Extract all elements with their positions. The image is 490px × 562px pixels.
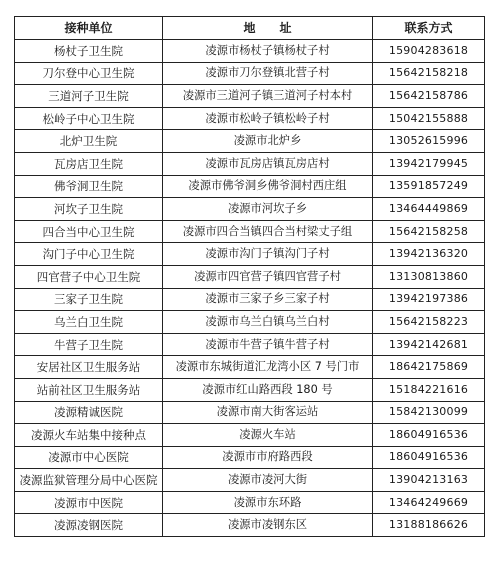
header-unit: 接种单位	[15, 17, 163, 40]
cell-address: 凌源市沟门子镇沟门子村	[163, 243, 373, 266]
table-row	[15, 469, 485, 492]
table-row	[15, 424, 485, 447]
table-row	[15, 220, 485, 243]
vaccination-sites-sheet	[14, 16, 484, 537]
cell-address: 凌源市三道河子镇三道河子村本村	[163, 85, 373, 108]
cell-unit: 沟门子中心卫生院	[15, 243, 163, 266]
cell-unit: 三道河子卫生院	[15, 85, 163, 108]
cell-unit: 四合当中心卫生院	[15, 220, 163, 243]
cell-address: 凌源市杨杖子镇杨杖子村	[163, 40, 373, 63]
table-row	[15, 401, 485, 424]
table-row	[15, 514, 485, 537]
cell-address: 凌源市南大街客运站	[163, 401, 373, 424]
cell-address: 凌源市东城街道汇龙湾小区 7 号门市	[163, 356, 373, 379]
cell-address: 凌源市瓦房店镇瓦房店村	[163, 152, 373, 175]
header-contact: 联系方式	[373, 17, 485, 40]
cell-unit: 四官营子中心卫生院	[15, 265, 163, 288]
table-row	[15, 356, 485, 379]
cell-phone: 15184221616	[373, 378, 485, 401]
cell-address: 凌源市东环路	[163, 491, 373, 514]
cell-phone: 13130813860	[373, 265, 485, 288]
header-address: 地 址	[163, 17, 373, 40]
cell-unit: 凌源火车站集中接种点	[15, 424, 163, 447]
table-row	[15, 40, 485, 63]
table-row	[15, 446, 485, 469]
table-row	[15, 333, 485, 356]
cell-phone: 15042155888	[373, 107, 485, 130]
table-row	[15, 85, 485, 108]
table-row	[15, 265, 485, 288]
cell-address: 凌源市刀尔登镇北营子村	[163, 62, 373, 85]
cell-unit: 佛爷洞卫生院	[15, 175, 163, 198]
cell-unit: 杨杖子卫生院	[15, 40, 163, 63]
cell-unit: 河坎子卫生院	[15, 198, 163, 221]
cell-unit: 站前社区卫生服务站	[15, 378, 163, 401]
table-row	[15, 175, 485, 198]
cell-phone: 18642175869	[373, 356, 485, 379]
cell-phone: 13942136320	[373, 243, 485, 266]
cell-unit: 松岭子中心卫生院	[15, 107, 163, 130]
cell-address: 凌源市四合当镇四合当村梁丈子组	[163, 220, 373, 243]
cell-unit: 北炉卫生院	[15, 130, 163, 153]
cell-phone: 15642158223	[373, 311, 485, 334]
cell-phone: 15842130099	[373, 401, 485, 424]
table-row	[15, 491, 485, 514]
cell-address: 凌源市红山路西段 180 号	[163, 378, 373, 401]
cell-phone: 15904283618	[373, 40, 485, 63]
vaccination-sites-table	[14, 16, 485, 537]
cell-phone: 13942179945	[373, 152, 485, 175]
cell-unit: 牛营子卫生院	[15, 333, 163, 356]
table-row	[15, 198, 485, 221]
cell-phone: 13464249669	[373, 491, 485, 514]
cell-address: 凌源市牛营子镇牛营子村	[163, 333, 373, 356]
cell-unit: 刀尔登中心卫生院	[15, 62, 163, 85]
cell-address: 凌源市凌钢东区	[163, 514, 373, 537]
cell-address: 凌源市市府路西段	[163, 446, 373, 469]
table-row	[15, 152, 485, 175]
cell-unit: 瓦房店卫生院	[15, 152, 163, 175]
table-header-row	[15, 17, 485, 40]
cell-unit: 凌源凌钢医院	[15, 514, 163, 537]
cell-phone: 13942197386	[373, 288, 485, 311]
cell-phone: 18604916536	[373, 424, 485, 447]
cell-phone: 18604916536	[373, 446, 485, 469]
cell-unit: 凌源市中心医院	[15, 446, 163, 469]
cell-phone: 13188186626	[373, 514, 485, 537]
cell-unit: 凌源市中医院	[15, 491, 163, 514]
table-row	[15, 288, 485, 311]
cell-phone: 13942142681	[373, 333, 485, 356]
table-row	[15, 243, 485, 266]
cell-phone: 13464449869	[373, 198, 485, 221]
cell-address: 凌源市河坎子乡	[163, 198, 373, 221]
table-row	[15, 378, 485, 401]
cell-address: 凌源市凌河大街	[163, 469, 373, 492]
table-row	[15, 62, 485, 85]
cell-address: 凌源市乌兰白镇乌兰白村	[163, 311, 373, 334]
cell-phone: 15642158218	[373, 62, 485, 85]
cell-address: 凌源火车站	[163, 424, 373, 447]
cell-address: 凌源市佛爷洞乡佛爷洞村西庄组	[163, 175, 373, 198]
cell-address: 凌源市松岭子镇松岭子村	[163, 107, 373, 130]
cell-phone: 13052615996	[373, 130, 485, 153]
cell-unit: 安居社区卫生服务站	[15, 356, 163, 379]
cell-phone: 15642158786	[373, 85, 485, 108]
cell-phone: 13591857249	[373, 175, 485, 198]
cell-address: 凌源市三家子乡三家子村	[163, 288, 373, 311]
cell-phone: 13904213163	[373, 469, 485, 492]
cell-unit: 乌兰白卫生院	[15, 311, 163, 334]
table-row	[15, 311, 485, 334]
table-row	[15, 107, 485, 130]
cell-unit: 凌源监狱管理分局中心医院	[15, 469, 163, 492]
table-row	[15, 130, 485, 153]
cell-unit: 三家子卫生院	[15, 288, 163, 311]
cell-address: 凌源市北炉乡	[163, 130, 373, 153]
cell-address: 凌源市四官营子镇四官营子村	[163, 265, 373, 288]
cell-unit: 凌源精诚医院	[15, 401, 163, 424]
table-body	[15, 40, 485, 537]
cell-phone: 15642158258	[373, 220, 485, 243]
